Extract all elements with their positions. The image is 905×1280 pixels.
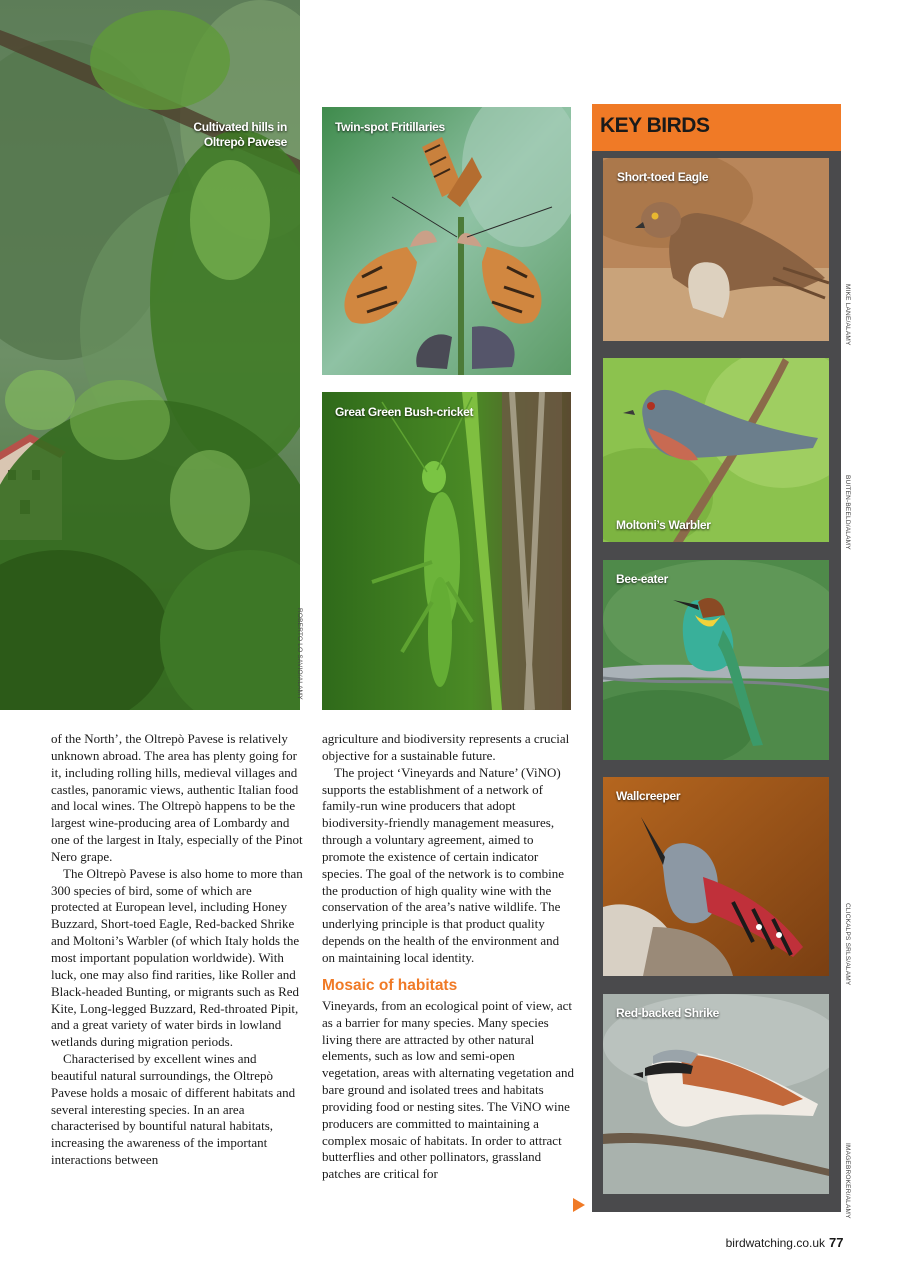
hills-illustration [0,0,300,710]
moltonis-warbler-illustration [603,358,829,542]
bird-name-moltonis-warbler: Moltoni’s Warbler [616,518,711,532]
caption-hills-line-2: Oltrepò Pavese [203,135,287,149]
credit-moltonis-warbler: BUITEN-BEELD/ALAMY [844,475,851,550]
column-1-paragraph-1: of the North’, the Oltrepò Pavese is relatively unknown abroad. The area has plenty going for it, including rolling hills, medieval villages and castles, panoramic views, authentic Italian food and local wines. The Oltrepò happens to be the largest wine-producing area of Lombardy and one of the largest in Italy, especially of the Pinot Nero grape. [51,731,303,864]
bird-name-wallcreeper: Wallcreeper [616,789,681,803]
key-birds-title: KEY BIRDS [600,114,710,137]
wallcreeper-illustration [603,777,829,976]
caption-hills [193,120,287,150]
bird-name-short-toed-eagle: Short-toed Eagle [617,170,709,184]
column-1-paragraph-3: Characterised by excellent wines and beautiful natural surroundings, the Oltrepò Pavese holds a mosaic of different habitats and several interesting species. In an area characterised by bountiful natural habitats, increasing the awareness of the important interactions between [51,1051,296,1168]
bird-photo-wallcreeper [603,777,829,976]
bee-eater-illustration [603,560,829,760]
fritillaries-illustration [322,107,571,375]
column-1-paragraph-2: The Oltrepò Pavese is also home to more than 300 species of bird, some of which are protected at European level, including Honey Buzzard, Short-toed Eagle, Red-backed Shrike and Moltoni’s Warbler (of which Italy holds the most important population worldwide). With luck, one may also find rarities, like Roller and Black-headed Bunting, or migrants such as Red Kite, Long-legged Buzzard, Red-throated Pipit, and a great variety of water birds in lowland wetlands during migration periods. [51,865,303,1050]
bird-name-red-backed-shrike: Red-backed Shrike [616,1006,719,1020]
credit-short-toed-eagle: MIKE LANE/ALAMY [844,284,851,346]
photo-cultivated-hills [0,0,300,710]
credit-red-backed-shrike: IMAGEBROKER/ALAMY [844,1143,851,1219]
photo-great-green-bush-cricket [322,392,571,710]
credit-wallcreeper: CLICKALPS SRLS/ALAMY [844,903,851,986]
continue-arrow-icon [573,1198,585,1212]
subhead-mosaic-of-habitats: Mosaic of habitats [322,976,458,994]
article-column-2 [322,731,574,1183]
bird-photo-bee-eater [603,560,829,760]
column-2-paragraph-1: agriculture and biodiversity represents a crucial objective for a sustainable future. [322,731,570,763]
caption-hills-line-1: Cultivated hills in [193,120,287,134]
short-toed-eagle-illustration [603,158,829,341]
photo-twin-spot-fritillaries [322,107,571,375]
bird-photo-short-toed-eagle [603,158,829,341]
column-2-paragraph-2: The project ‘Vineyards and Nature’ (ViNO) supports the establishment of a network of family-run wine producers that adopt biodiversity-friendly management measures, through a voluntary agreement, aimed to promote the existence of certain indicator species. The goal of the network is to combine the production of high quality wine with the conservation of the area’s native wildlife. The underlying principle is that product quality depends on the health of the environment and on maintaining local identity. [322,764,565,965]
article-column-1 [51,731,303,1169]
key-birds-header [592,104,841,151]
column-2-paragraph-3: Vineyards, from an ecological point of view, act as a barrier for many species. Many species living there are attracted by other natural elements, such as low and semi-open vegetation, areas with alternating vegetation and bare ground and isolated trees and habitats providing food or nesting sites. The ViNO wine producers are committed to maintaining a complex mosaic of habitats. In order to attract butterflies and other pollinators, grassland patches are critical for [322,997,574,1182]
footer-page-number: 77 [829,1235,844,1250]
bird-photo-red-backed-shrike [603,994,829,1194]
bush-cricket-illustration [322,392,571,710]
bird-name-bee-eater: Bee-eater [616,572,668,586]
credit-hills: ROBERTO LO SAVIO/ALAMY [296,608,303,700]
caption-fritillaries: Twin-spot Fritillaries [335,120,445,134]
footer-website: birdwatching.co.uk [725,1236,825,1250]
red-backed-shrike-illustration [603,994,829,1194]
caption-bush-cricket: Great Green Bush-cricket [335,405,474,419]
bird-photo-moltonis-warbler [603,358,829,542]
